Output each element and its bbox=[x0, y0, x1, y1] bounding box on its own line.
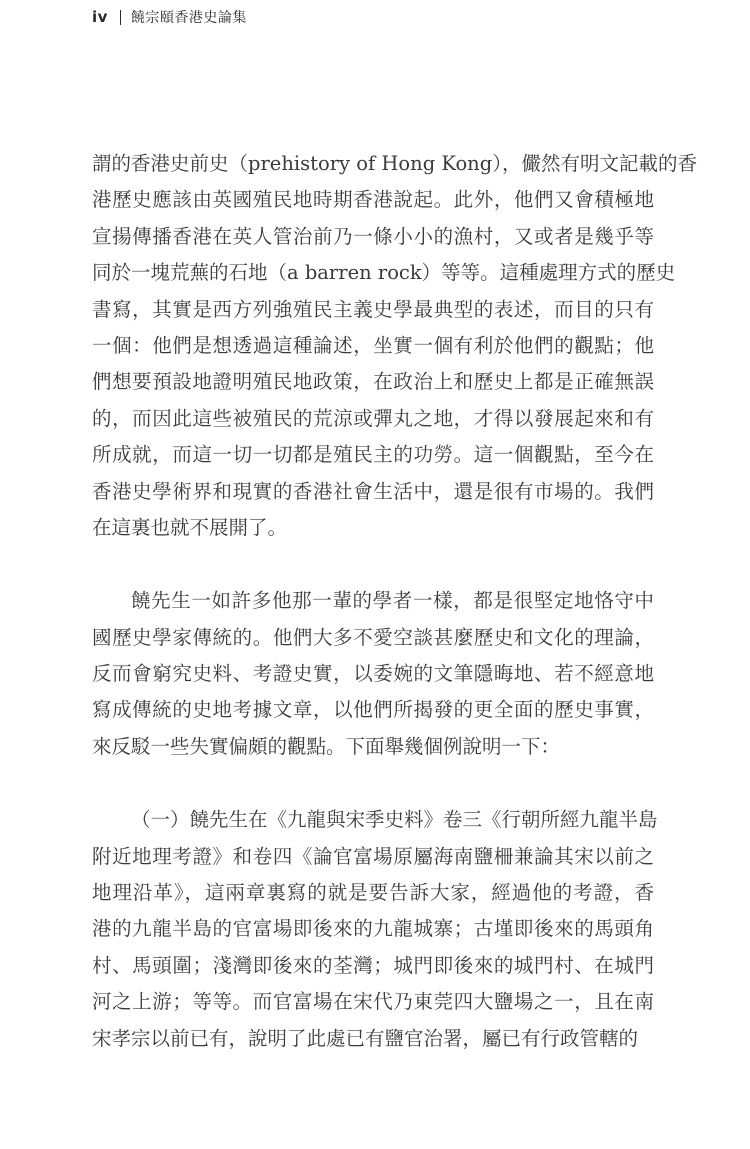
text-line: 地理沿革》，這兩章裏寫的就是要告訴大家，經過他的考證，香 bbox=[92, 881, 654, 905]
paragraph-2 bbox=[92, 583, 654, 765]
running-header bbox=[92, 6, 247, 28]
text-line: 國歷史學家傳統的。他們大多不愛空談甚麼歷史和文化的理論， bbox=[92, 625, 654, 649]
paragraph-gap bbox=[92, 546, 654, 583]
text-line: 港歷史應該由英國殖民地時期香港說起。此外，他們又會積極地 bbox=[92, 188, 654, 212]
paragraph-3 bbox=[92, 802, 658, 1057]
paragraph-gap bbox=[92, 765, 654, 802]
text-line: 的，而因此這些被殖民的荒涼或彈丸之地，才得以發展起來和有 bbox=[92, 406, 654, 430]
text-line: 香港史學術界和現實的香港社會生活中，還是很有市場的。我們 bbox=[92, 479, 654, 503]
paragraph-1 bbox=[92, 146, 697, 546]
text-line: 在這裏也就不展開了。 bbox=[92, 515, 288, 539]
text-line: 河之上游；等等。而官富場在宋代乃東莞四大鹽場之一，且在南 bbox=[92, 990, 654, 1014]
body-text bbox=[92, 146, 697, 1057]
text-line: 書寫，其實是西方列強殖民主義史學最典型的表述，而目的只有 bbox=[92, 297, 654, 321]
text-line: 港的九龍半島的官富場即後來的九龍城寨；古墐即後來的馬頭角 bbox=[92, 917, 654, 941]
text-line: 反而會窮究史料、考證史實，以委婉的文筆隱晦地、若不經意地 bbox=[92, 662, 654, 686]
text-line: 附近地理考證》和卷四《論官富場原屬海南鹽柵兼論其宋以前之 bbox=[92, 844, 654, 868]
text-line: （一）饒先生在《九龍與宋季史料》卷三《行朝所經九龍半島 bbox=[131, 808, 658, 832]
header-divider bbox=[120, 10, 121, 25]
page-number: iv bbox=[92, 8, 108, 26]
text-line: 宋孝宗以前已有，說明了此處已有鹽官治署，屬已有行政管轄的 bbox=[92, 1026, 639, 1050]
text-line: 們想要預設地證明殖民地政策，在政治上和歷史上都是正確無誤 bbox=[92, 370, 654, 394]
text-line: 宣揚傳播香港在英人管治前乃一條小小的漁村，又或者是幾乎等 bbox=[92, 224, 654, 248]
text-line: 同於一塊荒蕪的石地（a barren rock）等等。這種處理方式的歷史 bbox=[92, 261, 676, 285]
text-line: 村、馬頭圍；淺灣即後來的荃灣；城門即後來的城門村、在城門 bbox=[92, 953, 654, 977]
text-line: 謂的香港史前史（prehistory of Hong Kong），儼然有明文記載的香 bbox=[92, 152, 697, 175]
text-line: 饒先生一如許多他那一輩的學者一樣，都是很堅定地恪守中 bbox=[131, 589, 654, 613]
text-line: 寫成傳統的史地考據文章，以他們所揭發的更全面的歷史事實， bbox=[92, 698, 654, 722]
text-line: 一個：他們是想透過這種論述，坐實一個有利於他們的觀點；他 bbox=[92, 333, 654, 357]
text-line: 所成就，而這一切一切都是殖民主的功勞。這一個觀點，至今在 bbox=[92, 443, 654, 467]
book-title: 饒宗頤香港史論集 bbox=[130, 10, 247, 26]
text-line: 來反駁一些失實偏頗的觀點。下面舉幾個例說明一下： bbox=[92, 734, 561, 758]
